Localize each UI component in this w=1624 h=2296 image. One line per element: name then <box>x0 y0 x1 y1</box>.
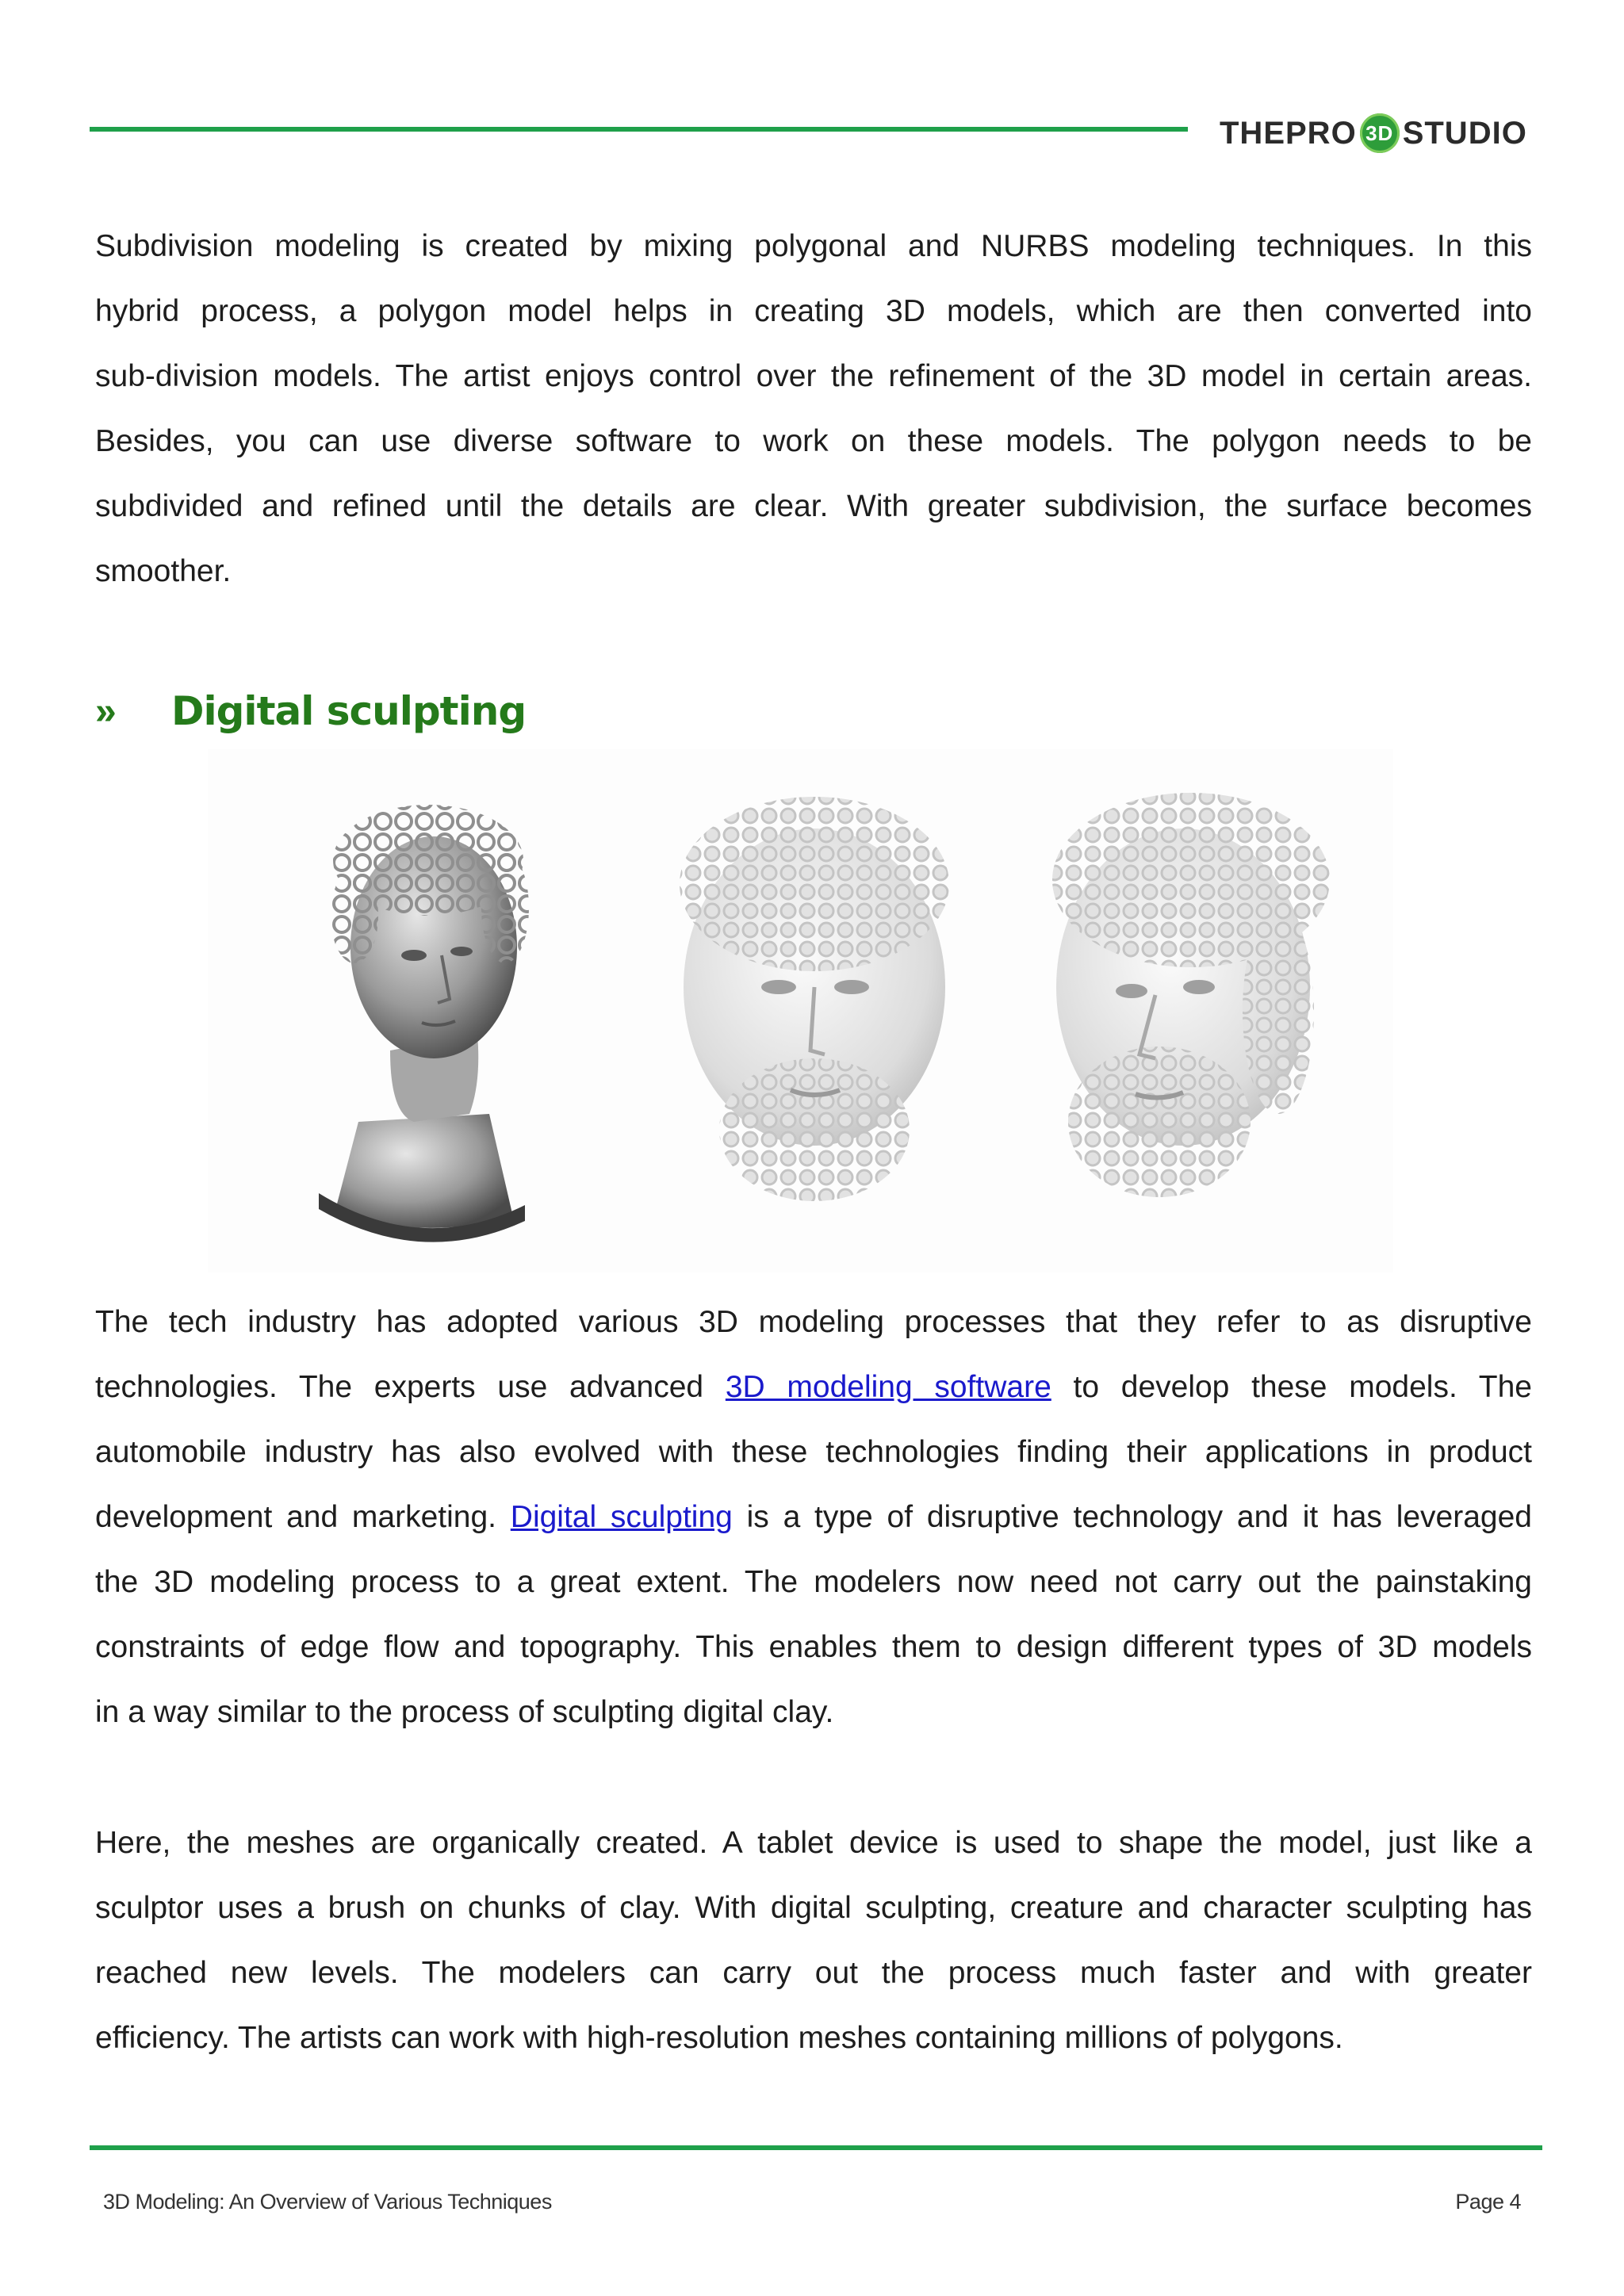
sculpture-figure <box>208 749 1393 1272</box>
text-line: Besides, you can use diverse software to work on these models. The polygon needs to be <box>95 424 1532 458</box>
intro-paragraph <box>95 214 1532 604</box>
text-line: reached new levels. The modelers can carry out the process much faster and with greater <box>95 1956 1532 1990</box>
organic-meshes-paragraph <box>95 1811 1532 2071</box>
text-line: smoother. <box>95 554 232 588</box>
text-line: sub-division models. The artist enjoys control over the refinement of the 3D model in certain areas. <box>95 359 1532 393</box>
text-line: The tech industry has adopted various 3D modeling processes that they refer to as disruptive <box>95 1305 1532 1339</box>
sculpted-head-angled-icon <box>1052 793 1330 1197</box>
text-line: hybrid process, a polygon model helps in creating 3D models, which are then converted into <box>95 294 1532 328</box>
text-line: efficiency. The artists can work with high-resolution meshes containing millions of polygons. <box>95 2021 1343 2055</box>
david-bust-sculpture-icon <box>319 805 529 1242</box>
digital-sculpting-link[interactable]: Digital sculpting <box>510 1500 733 1534</box>
text-line: subdivided and refined until the details are clear. With greater subdivision, the surface becomes <box>95 489 1532 523</box>
sculpted-head-front-icon <box>680 797 949 1201</box>
header-rule <box>90 127 1188 132</box>
text-line: sculptor uses a brush on chunks of clay. With digital sculpting, creature and character sculpting has <box>95 1891 1532 1925</box>
text-line: in a way similar to the process of sculpting digital clay. <box>95 1695 834 1729</box>
text-line: automobile industry has also evolved with these technologies finding their applications in product <box>95 1435 1532 1469</box>
logo-text-right: STUDIO <box>1402 115 1527 151</box>
text-line: the 3D modeling process to a great extent. The modelers now need not carry out the painstaking <box>95 1565 1532 1599</box>
disruptive-tech-paragraph <box>95 1290 1532 1745</box>
text-line: Subdivision modeling is created by mixing polygonal and NURBS modeling techniques. In this <box>95 229 1532 263</box>
studio-logo[interactable] <box>1220 109 1527 157</box>
3d-modeling-software-link[interactable]: 3D modeling software <box>725 1370 1051 1404</box>
footer-page-number: Page 4 <box>1455 2190 1521 2214</box>
section-heading <box>95 683 526 739</box>
double-chevron-icon: » <box>95 690 117 733</box>
footer-document-title: 3D Modeling: An Overview of Various Techniques <box>103 2190 552 2214</box>
text-segment: is a type of disruptive technology and it has leveraged <box>732 1500 1532 1534</box>
text-line <box>95 1485 1532 1550</box>
text-segment: to develop these models. The <box>1051 1370 1532 1404</box>
text-segment: technologies. The experts use advanced <box>95 1370 726 1404</box>
section-title: Digital sculpting <box>171 688 527 734</box>
text-segment: development and marketing. <box>95 1500 511 1534</box>
text-line: Here, the meshes are organically created. A tablet device is used to shape the model, just like a <box>95 1826 1532 1860</box>
sculpture-illustration <box>208 749 1393 1272</box>
logo-3d-badge-icon: 3D <box>1360 113 1400 153</box>
text-line: constraints of edge flow and topography. This enables them to design different types of 3D models <box>95 1630 1532 1664</box>
logo-text-left: THEPRO <box>1220 115 1357 151</box>
footer-rule <box>90 2145 1542 2150</box>
text-line <box>95 1355 1532 1420</box>
